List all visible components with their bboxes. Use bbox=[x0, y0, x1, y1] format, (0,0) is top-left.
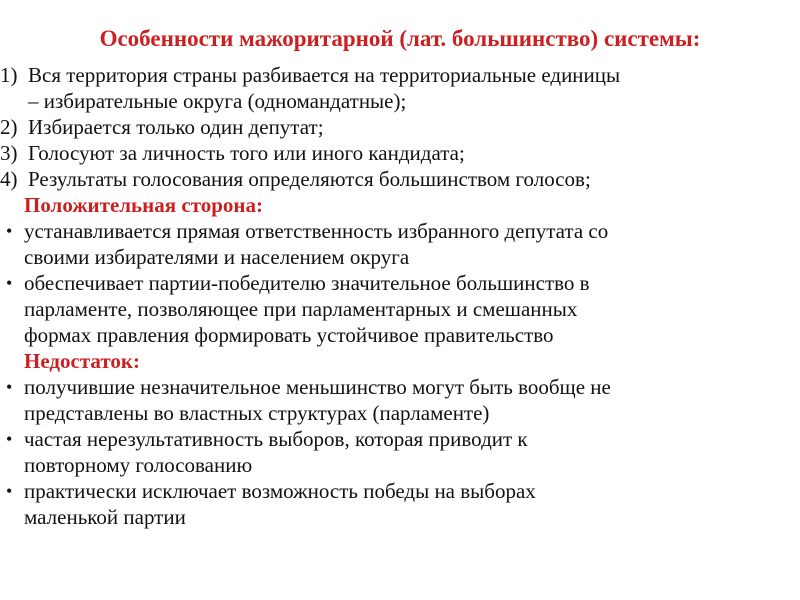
slide-title: Особенности мажоритарной (лат. большинство) системы: bbox=[99, 26, 701, 51]
bullet-icon: • bbox=[6, 481, 13, 501]
bullet-icon: • bbox=[6, 377, 13, 397]
item-number: 4) bbox=[0, 167, 18, 191]
item-text-line: формах правления формировать устойчивое правительство bbox=[24, 323, 554, 347]
item-number: 3) bbox=[0, 141, 18, 165]
item-text-line: Избирается только один депутат; bbox=[28, 115, 324, 139]
numbered-item-3 bbox=[0, 140, 792, 166]
item-text-line: парламенте, позволяющее при парламентарных и смешанных bbox=[24, 297, 578, 321]
bullet-icon: • bbox=[6, 273, 13, 293]
bullet-icon: • bbox=[6, 221, 13, 241]
item-number: 1) bbox=[0, 63, 18, 87]
positive-item-1 bbox=[0, 218, 792, 270]
item-text-line: Голосуют за личность того или иного кандидата; bbox=[28, 141, 465, 165]
item-text-line: представлены во властных структурах (парламенте) bbox=[24, 401, 490, 425]
slide-content bbox=[0, 62, 792, 530]
negative-item-2 bbox=[0, 426, 792, 478]
item-text-line: – избирательные округа (одномандатные); bbox=[28, 89, 407, 113]
negative-heading: Недостаток: bbox=[24, 349, 140, 373]
item-text-line: получившие незначительное меньшинство могут быть вообще не bbox=[24, 375, 611, 399]
positive-heading: Положительная сторона: bbox=[24, 193, 264, 217]
positive-item-2 bbox=[0, 270, 792, 348]
item-text-line: повторному голосованию bbox=[24, 453, 253, 477]
item-text-line: маленькой партии bbox=[24, 505, 186, 529]
bullet-icon: • bbox=[6, 429, 13, 449]
item-text-line: Вся территория страны разбивается на территориальные единицы bbox=[28, 63, 621, 87]
negative-item-1 bbox=[0, 374, 792, 426]
numbered-item-2 bbox=[0, 114, 792, 140]
item-text-line: частая нерезультативность выборов, которая приводит к bbox=[24, 427, 528, 451]
numbered-item-1 bbox=[0, 62, 792, 114]
item-number: 2) bbox=[0, 115, 18, 139]
numbered-item-4 bbox=[0, 166, 792, 192]
negative-item-3 bbox=[0, 478, 792, 530]
item-text-line: своими избирателями и населением округа bbox=[24, 245, 410, 269]
item-text-line: устанавливается прямая ответственность избранного депутата со bbox=[24, 219, 609, 243]
item-text-line: Результаты голосования определяются большинством голосов; bbox=[28, 167, 591, 191]
item-text-line: практически исключает возможность победы на выборах bbox=[24, 479, 536, 503]
item-text-line: обеспечивает партии-победителю значительное большинство в bbox=[24, 271, 590, 295]
